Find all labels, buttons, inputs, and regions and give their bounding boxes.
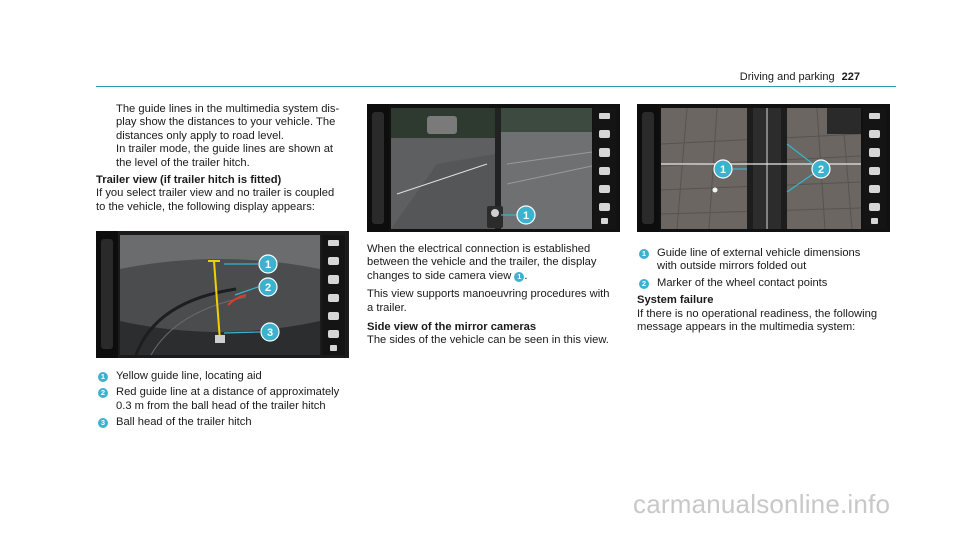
ref-marker: 1 xyxy=(639,249,649,259)
side-camera-figure xyxy=(367,104,620,232)
callout-1 xyxy=(259,255,277,273)
intro-line: distances only apply to road level. xyxy=(116,129,284,142)
svg-text:1: 1 xyxy=(522,210,530,222)
legend-item: 1 Guide line of external vehicle dimensions with outside mirrors folded out xyxy=(637,247,899,274)
body-line: message appears in the multimedia system: xyxy=(637,321,856,334)
legend-item: 2 Red guide line at a distance of approximately 0.3 m from the ball head of the trailer hitch xyxy=(96,386,358,413)
body-line: This view supports manoeuvring procedures with xyxy=(367,288,610,301)
body-line: If there is no operational readiness, the following xyxy=(637,307,878,320)
watermark-text: carmanualsonline.info xyxy=(633,489,891,519)
mirror-cameras-heading: Side view of the mirror cameras xyxy=(367,321,537,334)
callout-1 xyxy=(714,160,732,178)
legend-item: 1 Yellow guide line, locating aid xyxy=(96,370,358,383)
ref-marker: 2 xyxy=(98,388,108,398)
header-rule xyxy=(96,86,896,87)
body-line: a trailer. xyxy=(367,301,407,314)
intro-line: play show the distances to your vehicle. The xyxy=(116,116,336,129)
ref-marker: 1 xyxy=(98,372,108,382)
trailer-view-heading: Trailer view (if trailer hitch is fitted) xyxy=(96,174,282,187)
body-line: to the vehicle, the following display appears: xyxy=(96,200,315,213)
mirror-camera-figure xyxy=(637,104,890,232)
svg-text:1: 1 xyxy=(719,164,727,176)
intro-line: The guide lines in the multimedia system dis- xyxy=(116,103,340,115)
body-line: When the electrical connection is established xyxy=(367,243,591,255)
body-line: changes to side camera view 1 . xyxy=(367,269,528,282)
body-line: between the vehicle and the trailer, the display xyxy=(367,256,597,269)
ref-marker: 2 xyxy=(639,279,649,289)
right-column xyxy=(637,247,899,334)
page-number: 227 xyxy=(841,71,860,83)
callout-3 xyxy=(261,323,279,341)
callout-2 xyxy=(812,160,830,178)
trailer-view-figure xyxy=(96,231,349,358)
ref-marker: 1 xyxy=(514,272,524,282)
left-legend xyxy=(96,370,358,433)
left-column xyxy=(96,103,358,214)
middle-column xyxy=(367,243,629,348)
section-title: Driving and parking xyxy=(739,71,835,83)
svg-text:2: 2 xyxy=(817,164,825,176)
callout-2 xyxy=(259,278,277,296)
intro-paragraph xyxy=(96,103,358,170)
legend-item: 3 Ball head of the trailer hitch xyxy=(96,416,358,429)
intro-line: the level of the trailer hitch. xyxy=(116,156,250,169)
svg-text:1: 1 xyxy=(264,259,272,271)
system-failure-heading: System failure xyxy=(637,294,714,307)
svg-text:2: 2 xyxy=(264,282,272,294)
ref-marker: 3 xyxy=(98,418,108,428)
legend-item: 2 Marker of the wheel contact points xyxy=(637,277,899,290)
intro-line: In trailer mode, the guide lines are shown at xyxy=(116,143,334,156)
running-header xyxy=(740,71,860,84)
body-line: If you select trailer view and no trailer is coupled xyxy=(96,187,335,200)
callout-1 xyxy=(517,206,535,224)
svg-text:3: 3 xyxy=(266,327,274,339)
body-line: The sides of the vehicle can be seen in this view. xyxy=(367,334,609,347)
